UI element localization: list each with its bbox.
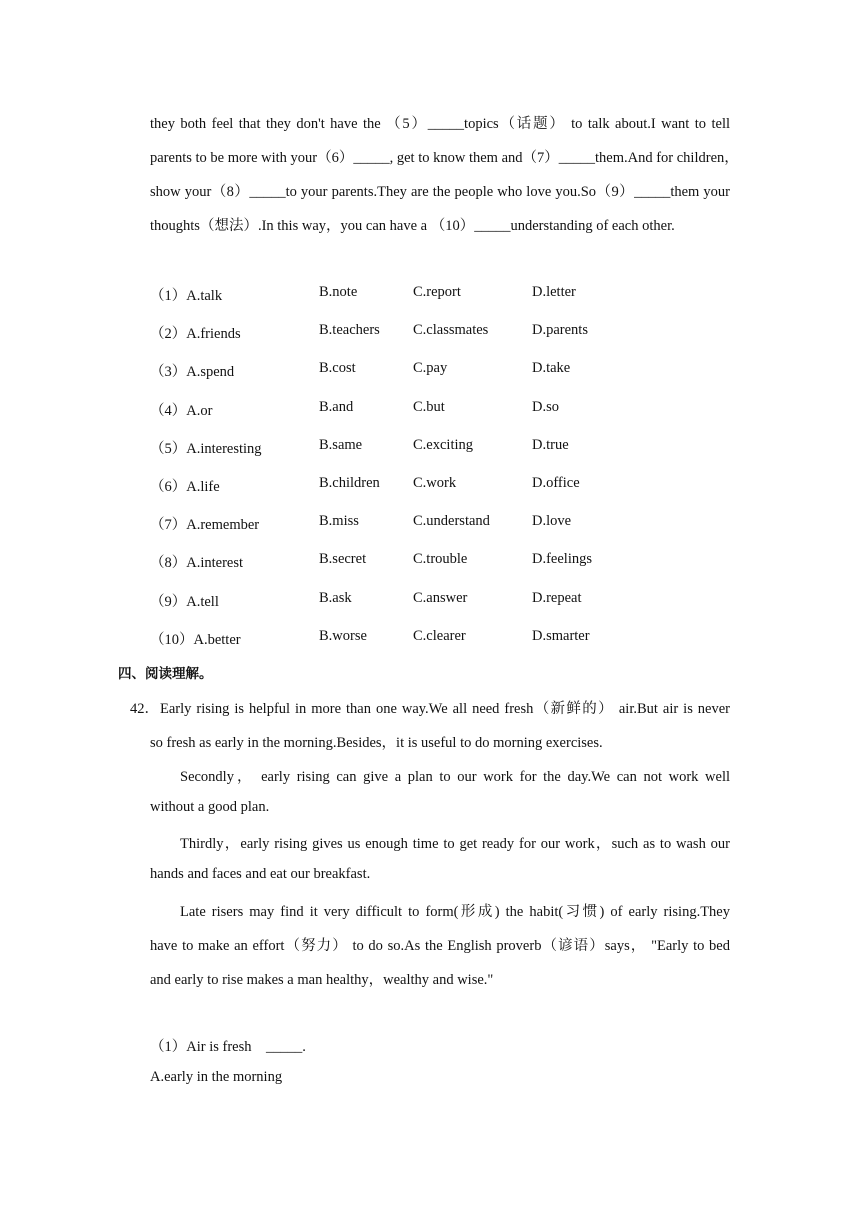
reading-p3-line2: hands and faces and eat our breakfast. bbox=[150, 866, 371, 882]
option-d: D.office bbox=[532, 475, 580, 491]
option-b: B.worse bbox=[319, 627, 367, 644]
option-c: C.but bbox=[413, 398, 445, 415]
option-a: （7）A.remember bbox=[150, 517, 260, 534]
option-b: B.ask bbox=[319, 589, 352, 606]
reading-p3-line1: Thirdly，early rising gives us enough time to get ready for our work，such as to wash our bbox=[180, 836, 730, 852]
option-d: D.take bbox=[532, 360, 571, 377]
question-1-stem: （1）Air is fresh _____. bbox=[150, 1039, 306, 1055]
option-b: B.note bbox=[319, 284, 358, 300]
option-c: C.answer bbox=[413, 589, 468, 606]
option-d: D.repeat bbox=[532, 589, 582, 606]
option-b: B.secret bbox=[319, 551, 367, 568]
option-a: （3）A.spend bbox=[150, 364, 235, 381]
option-a: （10）A.better bbox=[150, 631, 241, 648]
option-d: D.letter bbox=[532, 284, 576, 300]
option-b: B.miss bbox=[319, 513, 359, 530]
option-c: C.classmates bbox=[413, 322, 489, 339]
reading-p2-line1: Secondly， early rising can give a plan to our work for the day.We can not work well bbox=[180, 769, 730, 785]
option-a: （5）A.interesting bbox=[150, 440, 262, 457]
passage-line-1: they both feel that they don't have the （5）_____topics（话题） to talk about.I want to tell bbox=[150, 116, 730, 132]
option-b: B.same bbox=[319, 436, 363, 453]
passage-line-4: thoughts（想法）.In this way，you can have a （10）_____understanding of each other. bbox=[150, 218, 675, 234]
option-c: C.understand bbox=[413, 513, 490, 530]
option-c: C.pay bbox=[413, 360, 448, 377]
option-a: （6）A.life bbox=[150, 479, 220, 495]
option-a: （2）A.friends bbox=[150, 326, 241, 343]
option-c: C.report bbox=[413, 284, 461, 300]
option-a: （8）A.interest bbox=[150, 555, 244, 572]
question-1-option-a: A.early in the morning bbox=[150, 1069, 283, 1085]
reading-p4-line1: Late risers may find it very difficult to form(形成) the habit(习惯) of early rising.They bbox=[180, 904, 730, 920]
option-a: （4）A.or bbox=[150, 402, 213, 419]
option-a: （9）A.tell bbox=[150, 593, 219, 610]
option-d: D.so bbox=[532, 398, 559, 415]
option-d: D.feelings bbox=[532, 551, 592, 568]
option-d: D.parents bbox=[532, 322, 588, 339]
option-a: （1）A.talk bbox=[150, 288, 223, 304]
question-number: 42． bbox=[130, 701, 159, 717]
passage-line-3: show your（8）_____to your parents.They are the people who love you.So（9）_____them your bbox=[150, 184, 730, 200]
option-b: B.and bbox=[319, 398, 354, 415]
reading-p1-line1: Early rising is helpful in more than one way.We all need fresh（新鲜的） air.But air is never bbox=[160, 701, 730, 717]
option-c: C.clearer bbox=[413, 627, 466, 644]
option-d: D.true bbox=[532, 436, 569, 453]
reading-p4-line3: and early to rise makes a man healthy，wealthy and wise." bbox=[150, 972, 494, 988]
option-d: D.love bbox=[532, 513, 572, 530]
reading-p1-line2: so fresh as early in the morning.Besides，it is useful to do morning exercises. bbox=[150, 735, 603, 751]
option-c: C.exciting bbox=[413, 436, 474, 453]
option-c: C.work bbox=[413, 475, 457, 491]
passage-line-2: parents to be more with your（6）_____, get to know them and（7）_____them.And for children， bbox=[150, 150, 739, 166]
option-c: C.trouble bbox=[413, 551, 468, 568]
option-d: D.smarter bbox=[532, 627, 590, 644]
option-b: B.teachers bbox=[319, 322, 380, 339]
reading-p2-line2: without a good plan. bbox=[150, 799, 270, 815]
option-b: B.cost bbox=[319, 360, 356, 377]
option-b: B.children bbox=[319, 475, 380, 491]
reading-p4-line2: have to make an effort（努力） to do so.As the English proverb（谚语）says， "Early to bed bbox=[150, 938, 730, 954]
section-heading: 四、阅读理解。 bbox=[118, 666, 213, 682]
